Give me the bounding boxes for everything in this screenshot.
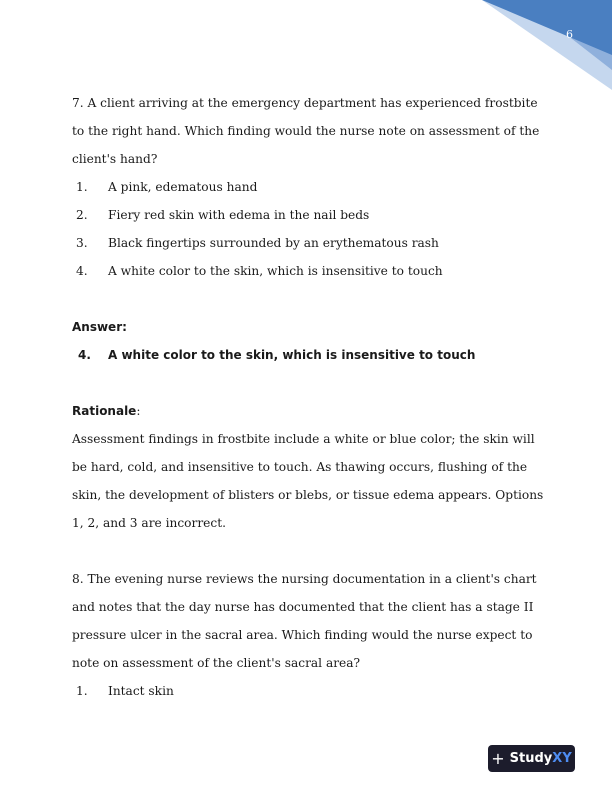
corner-decoration — [482, 0, 612, 90]
studyxy-logo[interactable] — [488, 745, 575, 772]
logo-study-text: Study — [509, 751, 553, 766]
plus-icon: + — [491, 749, 505, 768]
q8-stem-line-1: 8. The evening nurse reviews the nursing documentation in a client's chart — [72, 572, 537, 586]
rationale-heading — [72, 404, 140, 418]
q7-option-2-number: 2. — [76, 208, 88, 222]
q8-stem-line-3: pressure ulcer in the sacral area. Which finding would the nurse expect to — [72, 628, 533, 642]
logo-xy-text: XY — [552, 751, 572, 766]
q8-option-1-number: 1. — [76, 684, 88, 698]
answer-number: 4. — [78, 348, 91, 362]
q8-stem-line-2: and notes that the day nurse has documented that the client has a stage II — [72, 600, 534, 614]
page-number: 6 — [566, 28, 573, 41]
q7-option-3-number: 3. — [76, 236, 88, 250]
q7-option-1-text: A pink, edematous hand — [108, 180, 258, 194]
corner-dark-triangle — [482, 0, 612, 55]
q7-option-4-text: A white color to the skin, which is insensitive to touch — [108, 264, 443, 278]
q8-stem-line-4: note on assessment of the client's sacral area? — [72, 656, 361, 670]
rationale-colon: : — [136, 404, 141, 418]
answer-text: A white color to the skin, which is insensitive to touch — [108, 348, 476, 362]
answer-label: Answer: — [72, 320, 127, 334]
q7-option-2-text: Fiery red skin with edema in the nail beds — [108, 208, 370, 222]
q7-option-4-number: 4. — [76, 264, 88, 278]
q7-option-1-number: 1. — [76, 180, 88, 194]
rationale-line-1: Assessment findings in frostbite include a white or blue color; the skin will — [72, 432, 535, 446]
rationale-line-3: skin, the development of blisters or blebs, or tissue edema appears. Options — [72, 488, 544, 502]
q8-option-1-text: Intact skin — [108, 684, 174, 698]
q7-stem-line-1: 7. A client arriving at the emergency department has experienced frostbite — [72, 96, 538, 110]
rationale-line-4: 1, 2, and 3 are incorrect. — [72, 516, 226, 530]
q7-stem-line-3: client's hand? — [72, 152, 158, 166]
rationale-label: Rationale — [72, 404, 137, 418]
q7-option-3-text: Black fingertips surrounded by an erythematous rash — [108, 236, 439, 250]
q7-stem-line-2: to the right hand. Which finding would the nurse note on assessment of the — [72, 124, 540, 138]
rationale-line-2: be hard, cold, and insensitive to touch. As thawing occurs, flushing of the — [72, 460, 528, 474]
